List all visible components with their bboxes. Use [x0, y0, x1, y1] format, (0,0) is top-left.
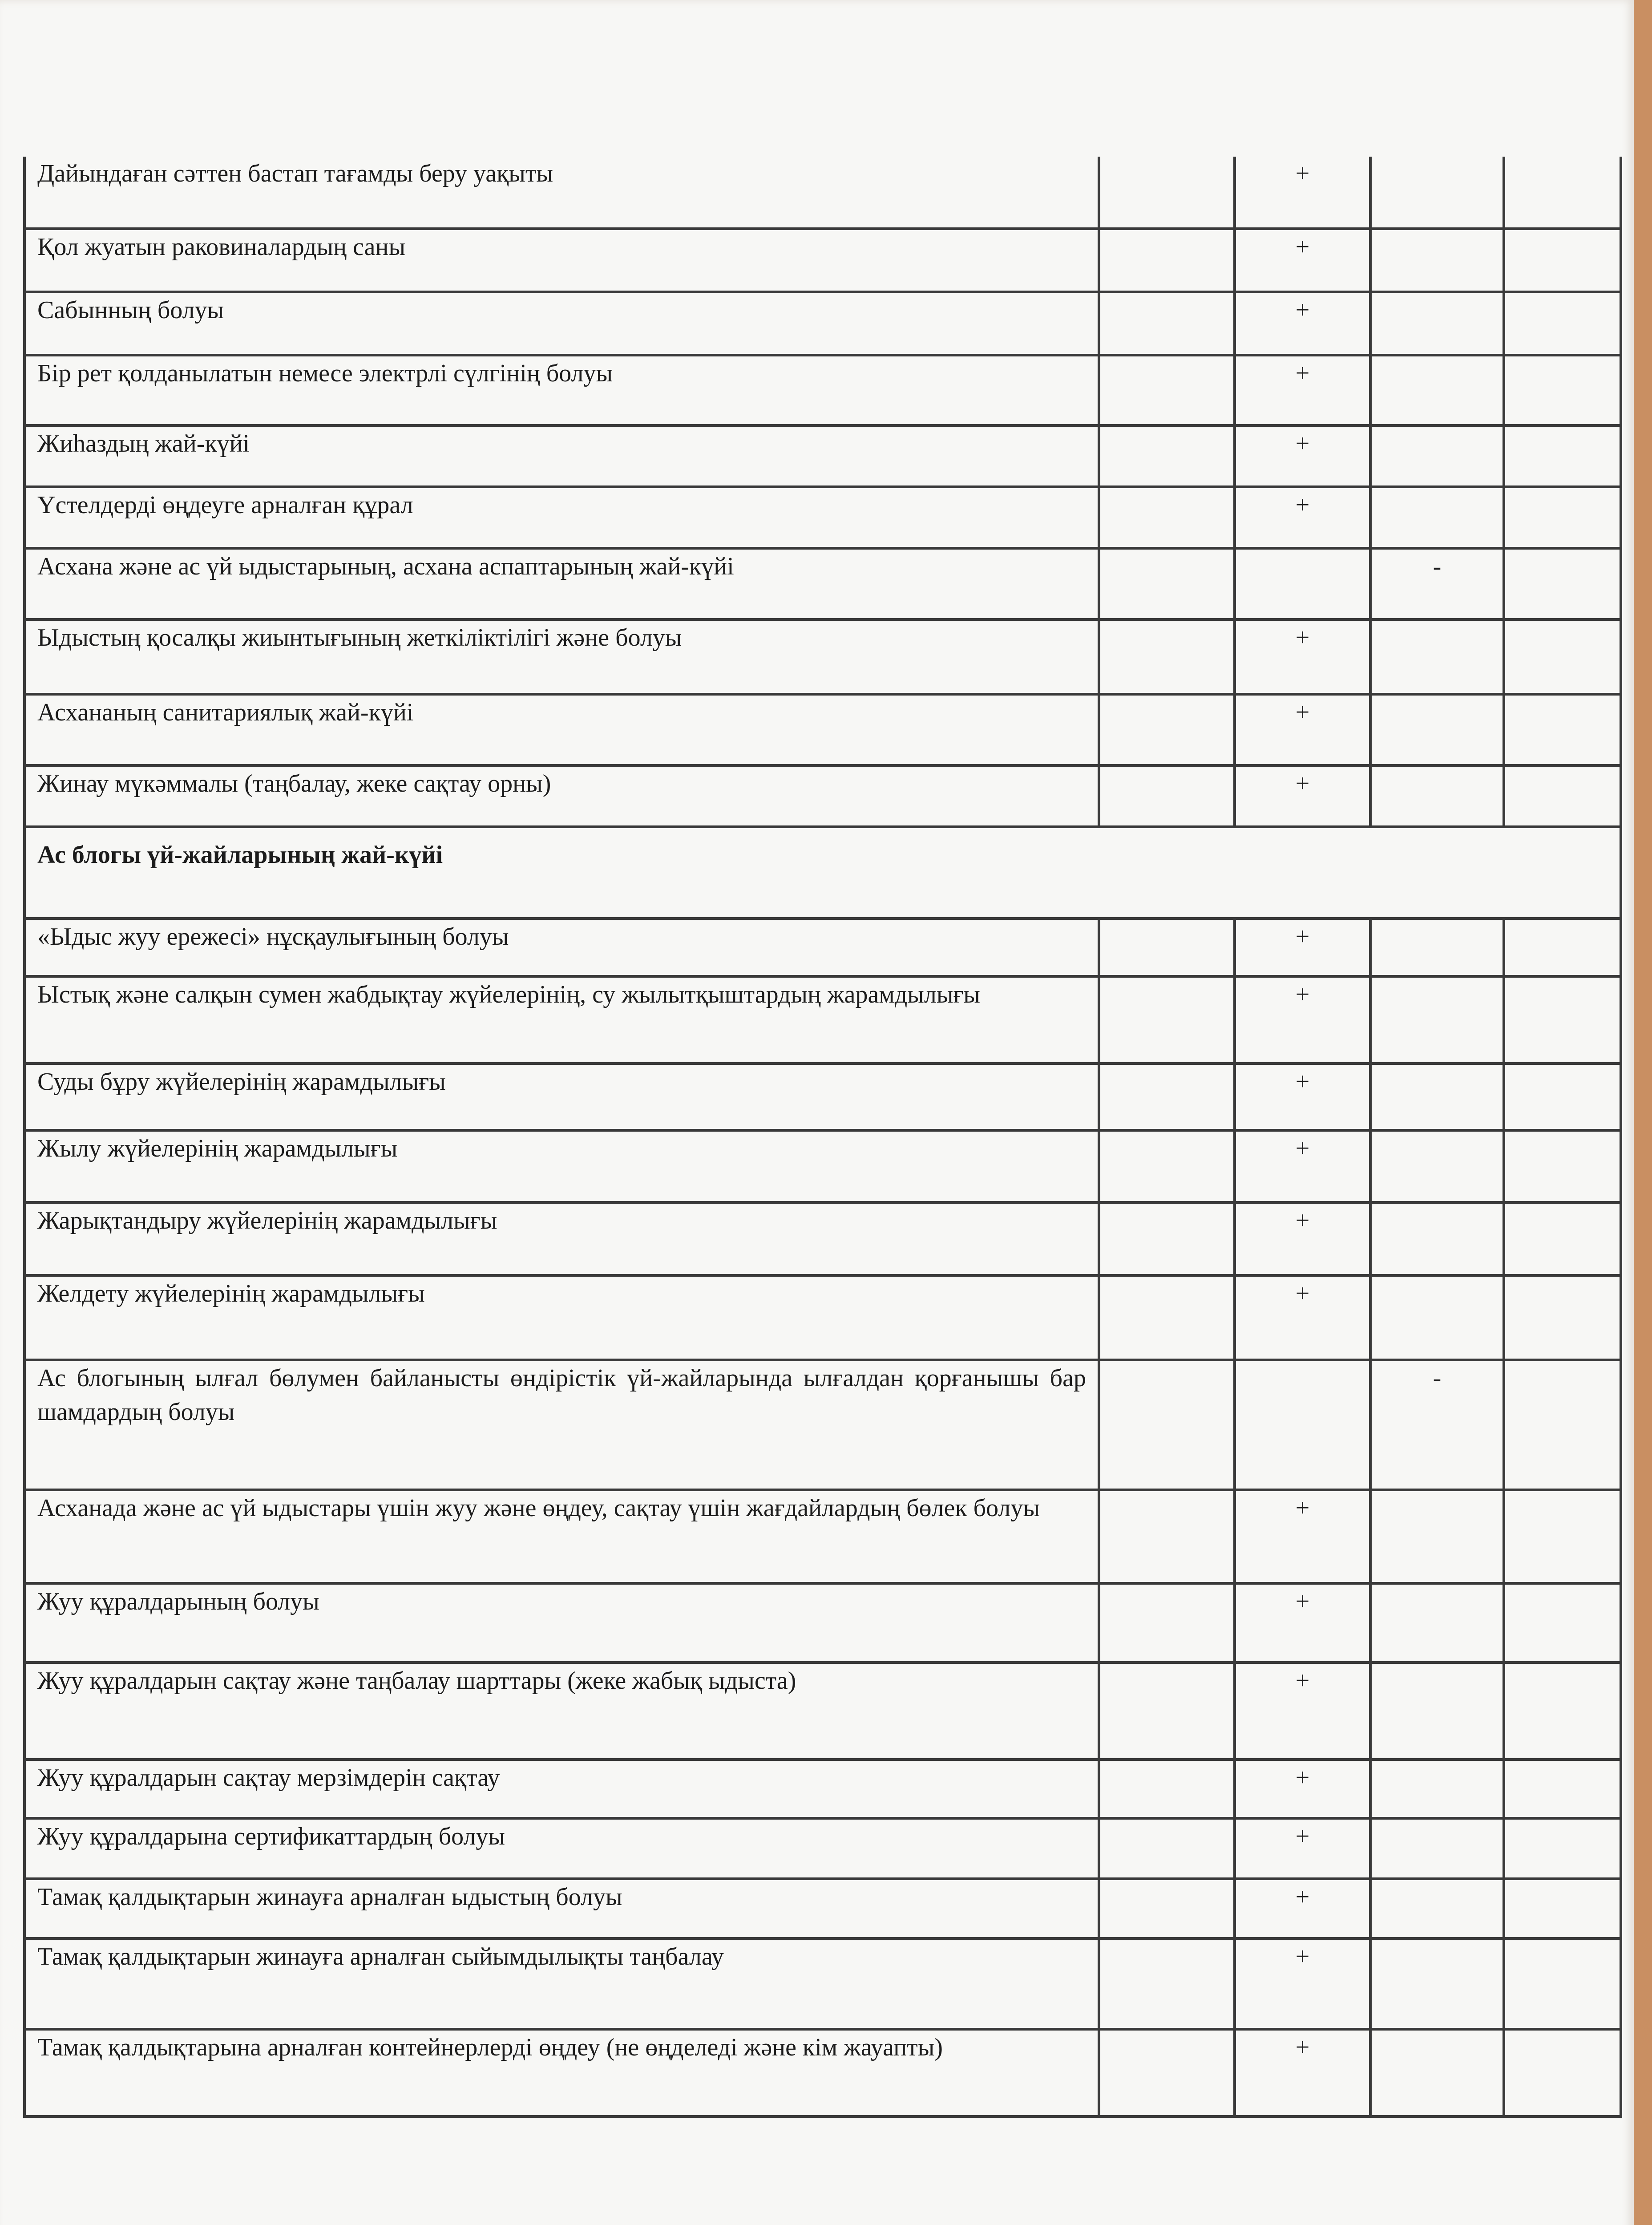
section-header-row — [24, 827, 1621, 918]
table-row — [24, 355, 1621, 425]
plus-mark: + — [1235, 292, 1370, 355]
blank-cell — [1504, 765, 1621, 827]
table-row — [24, 976, 1621, 1064]
blank-cell — [1099, 355, 1235, 425]
table-row — [24, 1130, 1621, 1202]
item-text: Қол жуатын раковиналардың саны — [24, 229, 1099, 292]
plus-mark: + — [1235, 918, 1370, 976]
blank-cell — [1099, 694, 1235, 765]
plus-mark: + — [1235, 157, 1370, 229]
plus-mark: + — [1235, 1275, 1370, 1360]
blank-cell — [1099, 1760, 1235, 1818]
plus-mark: + — [1235, 1879, 1370, 1938]
blank-cell — [1504, 1663, 1621, 1760]
plus-mark: + — [1235, 355, 1370, 425]
plus-mark: + — [1235, 487, 1370, 548]
blank-cell — [1504, 1879, 1621, 1938]
table-row — [24, 694, 1621, 765]
blank-cell — [1099, 1360, 1235, 1490]
item-text: Жарықтандыру жүйелерінің жарамдылығы — [24, 1202, 1099, 1275]
checklist-table — [23, 157, 1622, 2118]
blank-cell — [1099, 1583, 1235, 1663]
table-row — [24, 1760, 1621, 1818]
item-text: Жуу құралдарына сертификаттардың болуы — [24, 1818, 1099, 1879]
minus-mark — [1370, 157, 1504, 229]
plus-mark: + — [1235, 694, 1370, 765]
item-text: Бір рет қолданылатын немесе электрлі сүлгінің болуы — [24, 355, 1099, 425]
section-title: Ас блогы үй-жайларының жай-күйі — [24, 827, 1621, 918]
item-text: Жуу құралдарын сақтау және таңбалау шарттары (жеке жабық ыдыста) — [24, 1663, 1099, 1760]
item-text: Тамақ қалдықтарын жинауға арналған ыдыстың болуы — [24, 1879, 1099, 1938]
table-row — [24, 1818, 1621, 1879]
minus-mark — [1370, 1818, 1504, 1879]
minus-mark — [1370, 1663, 1504, 1760]
minus-mark — [1370, 1879, 1504, 1938]
table-row — [24, 1275, 1621, 1360]
plus-mark: + — [1235, 976, 1370, 1064]
blank-cell — [1504, 976, 1621, 1064]
minus-mark — [1370, 1064, 1504, 1130]
blank-cell — [1504, 157, 1621, 229]
blank-cell — [1504, 1202, 1621, 1275]
minus-mark — [1370, 1275, 1504, 1360]
blank-cell — [1099, 765, 1235, 827]
table-row — [24, 619, 1621, 694]
table-row — [24, 1583, 1621, 1663]
blank-cell — [1099, 976, 1235, 1064]
plus-mark: + — [1235, 1760, 1370, 1818]
blank-cell — [1504, 1760, 1621, 1818]
table-row — [24, 1202, 1621, 1275]
table-row — [24, 765, 1621, 827]
item-text: Ыдыстың қосалқы жиынтығының жеткіліктілігі және болуы — [24, 619, 1099, 694]
item-text: Ас блогының ылғал бөлумен байланысты өндірістік үй-жайларында ылғалдан қорғанышы бар шамдардың болуы — [24, 1360, 1099, 1490]
blank-cell — [1504, 1360, 1621, 1490]
item-text: Сабынның болуы — [24, 292, 1099, 355]
blank-cell — [1504, 1064, 1621, 1130]
minus-mark: - — [1370, 1360, 1504, 1490]
blank-cell — [1504, 487, 1621, 548]
minus-mark — [1370, 2029, 1504, 2116]
minus-mark — [1370, 229, 1504, 292]
blank-cell — [1504, 2029, 1621, 2116]
blank-cell — [1099, 2029, 1235, 2116]
blank-cell — [1099, 918, 1235, 976]
blank-cell — [1504, 1818, 1621, 1879]
table-row — [24, 918, 1621, 976]
table-row — [24, 1879, 1621, 1938]
minus-mark — [1370, 292, 1504, 355]
plus-mark: + — [1235, 1202, 1370, 1275]
item-text: Суды бұру жүйелерінің жарамдылығы — [24, 1064, 1099, 1130]
plus-mark: + — [1235, 765, 1370, 827]
table-row — [24, 157, 1621, 229]
blank-cell — [1099, 1879, 1235, 1938]
blank-cell — [1504, 1130, 1621, 1202]
blank-cell — [1099, 619, 1235, 694]
minus-mark — [1370, 1583, 1504, 1663]
plus-mark: + — [1235, 1663, 1370, 1760]
table-row — [24, 1360, 1621, 1490]
blank-cell — [1504, 1275, 1621, 1360]
blank-cell — [1504, 619, 1621, 694]
table-row — [24, 1663, 1621, 1760]
item-text: «Ыдыс жуу ережесі» нұсқаулығының болуы — [24, 918, 1099, 976]
plus-mark — [1235, 1360, 1370, 1490]
item-text: Тамақ қалдықтарын жинауға арналған сыйымдылықты таңбалау — [24, 1938, 1099, 2029]
minus-mark — [1370, 1130, 1504, 1202]
plus-mark: + — [1235, 619, 1370, 694]
item-text: Үстелдерді өңдеуге арналған құрал — [24, 487, 1099, 548]
plus-mark: + — [1235, 229, 1370, 292]
minus-mark — [1370, 918, 1504, 976]
table-row — [24, 229, 1621, 292]
blank-cell — [1099, 425, 1235, 487]
table-row — [24, 1938, 1621, 2029]
minus-mark — [1370, 355, 1504, 425]
blank-cell — [1504, 918, 1621, 976]
minus-mark — [1370, 1490, 1504, 1583]
minus-mark — [1370, 1760, 1504, 1818]
plus-mark: + — [1235, 1130, 1370, 1202]
plus-mark: + — [1235, 2029, 1370, 2116]
table-row — [24, 1064, 1621, 1130]
minus-mark — [1370, 1202, 1504, 1275]
item-text: Асхананың санитариялық жай-күйі — [24, 694, 1099, 765]
blank-cell — [1099, 157, 1235, 229]
plus-mark: + — [1235, 1583, 1370, 1663]
item-text: Жылу жүйелерінің жарамдылығы — [24, 1130, 1099, 1202]
blank-cell — [1099, 1130, 1235, 1202]
item-text: Асханада және ас үй ыдыстары үшін жуу және өңдеу, сақтау үшін жағдайлардың бөлек болуы — [24, 1490, 1099, 1583]
blank-cell — [1504, 548, 1621, 619]
minus-mark — [1370, 425, 1504, 487]
blank-cell — [1099, 548, 1235, 619]
blank-cell — [1099, 1064, 1235, 1130]
blank-cell — [1099, 292, 1235, 355]
minus-mark — [1370, 619, 1504, 694]
blank-cell — [1099, 1938, 1235, 2029]
blank-cell — [1504, 1490, 1621, 1583]
plus-mark: + — [1235, 1064, 1370, 1130]
blank-cell — [1504, 1583, 1621, 1663]
plus-mark: + — [1235, 1938, 1370, 2029]
table-row — [24, 487, 1621, 548]
table-row — [24, 425, 1621, 487]
blank-cell — [1099, 1202, 1235, 1275]
item-text: Жиһаздың жай-күйі — [24, 425, 1099, 487]
item-text: Ыстық және салқын сумен жабдықтау жүйелерінің, су жылытқыштардың жарамдылығы — [24, 976, 1099, 1064]
plus-mark: + — [1235, 1818, 1370, 1879]
table-row — [24, 292, 1621, 355]
minus-mark — [1370, 694, 1504, 765]
item-text: Дайындаған сәттен бастап тағамды беру уақыты — [24, 157, 1099, 229]
item-text: Жуу құралдарын сақтау мерзімдерін сақтау — [24, 1760, 1099, 1818]
plus-mark — [1235, 548, 1370, 619]
minus-mark — [1370, 1938, 1504, 2029]
plus-mark: + — [1235, 425, 1370, 487]
item-text: Асхана және ас үй ыдыстарының, асхана аспаптарының жай-күйі — [24, 548, 1099, 619]
minus-mark — [1370, 976, 1504, 1064]
minus-mark — [1370, 765, 1504, 827]
blank-cell — [1099, 487, 1235, 548]
blank-cell — [1504, 355, 1621, 425]
item-text: Желдету жүйелерінің жарамдылығы — [24, 1275, 1099, 1360]
blank-cell — [1099, 1818, 1235, 1879]
minus-mark: - — [1370, 548, 1504, 619]
blank-cell — [1099, 1490, 1235, 1583]
blank-cell — [1099, 1663, 1235, 1760]
plus-mark: + — [1235, 1490, 1370, 1583]
table-row — [24, 548, 1621, 619]
blank-cell — [1504, 229, 1621, 292]
blank-cell — [1504, 292, 1621, 355]
item-text: Жинау мүкәммалы (таңбалау, жеке сақтау орны) — [24, 765, 1099, 827]
blank-cell — [1099, 1275, 1235, 1360]
blank-cell — [1504, 425, 1621, 487]
item-text: Тамақ қалдықтарына арналған контейнерлерді өңдеу (не өңделеді және кім жауапты) — [24, 2029, 1099, 2116]
table-row — [24, 1490, 1621, 1583]
blank-cell — [1099, 229, 1235, 292]
blank-cell — [1504, 694, 1621, 765]
table-row — [24, 2029, 1621, 2116]
item-text: Жуу құралдарының болуы — [24, 1583, 1099, 1663]
blank-cell — [1504, 1938, 1621, 2029]
minus-mark — [1370, 487, 1504, 548]
